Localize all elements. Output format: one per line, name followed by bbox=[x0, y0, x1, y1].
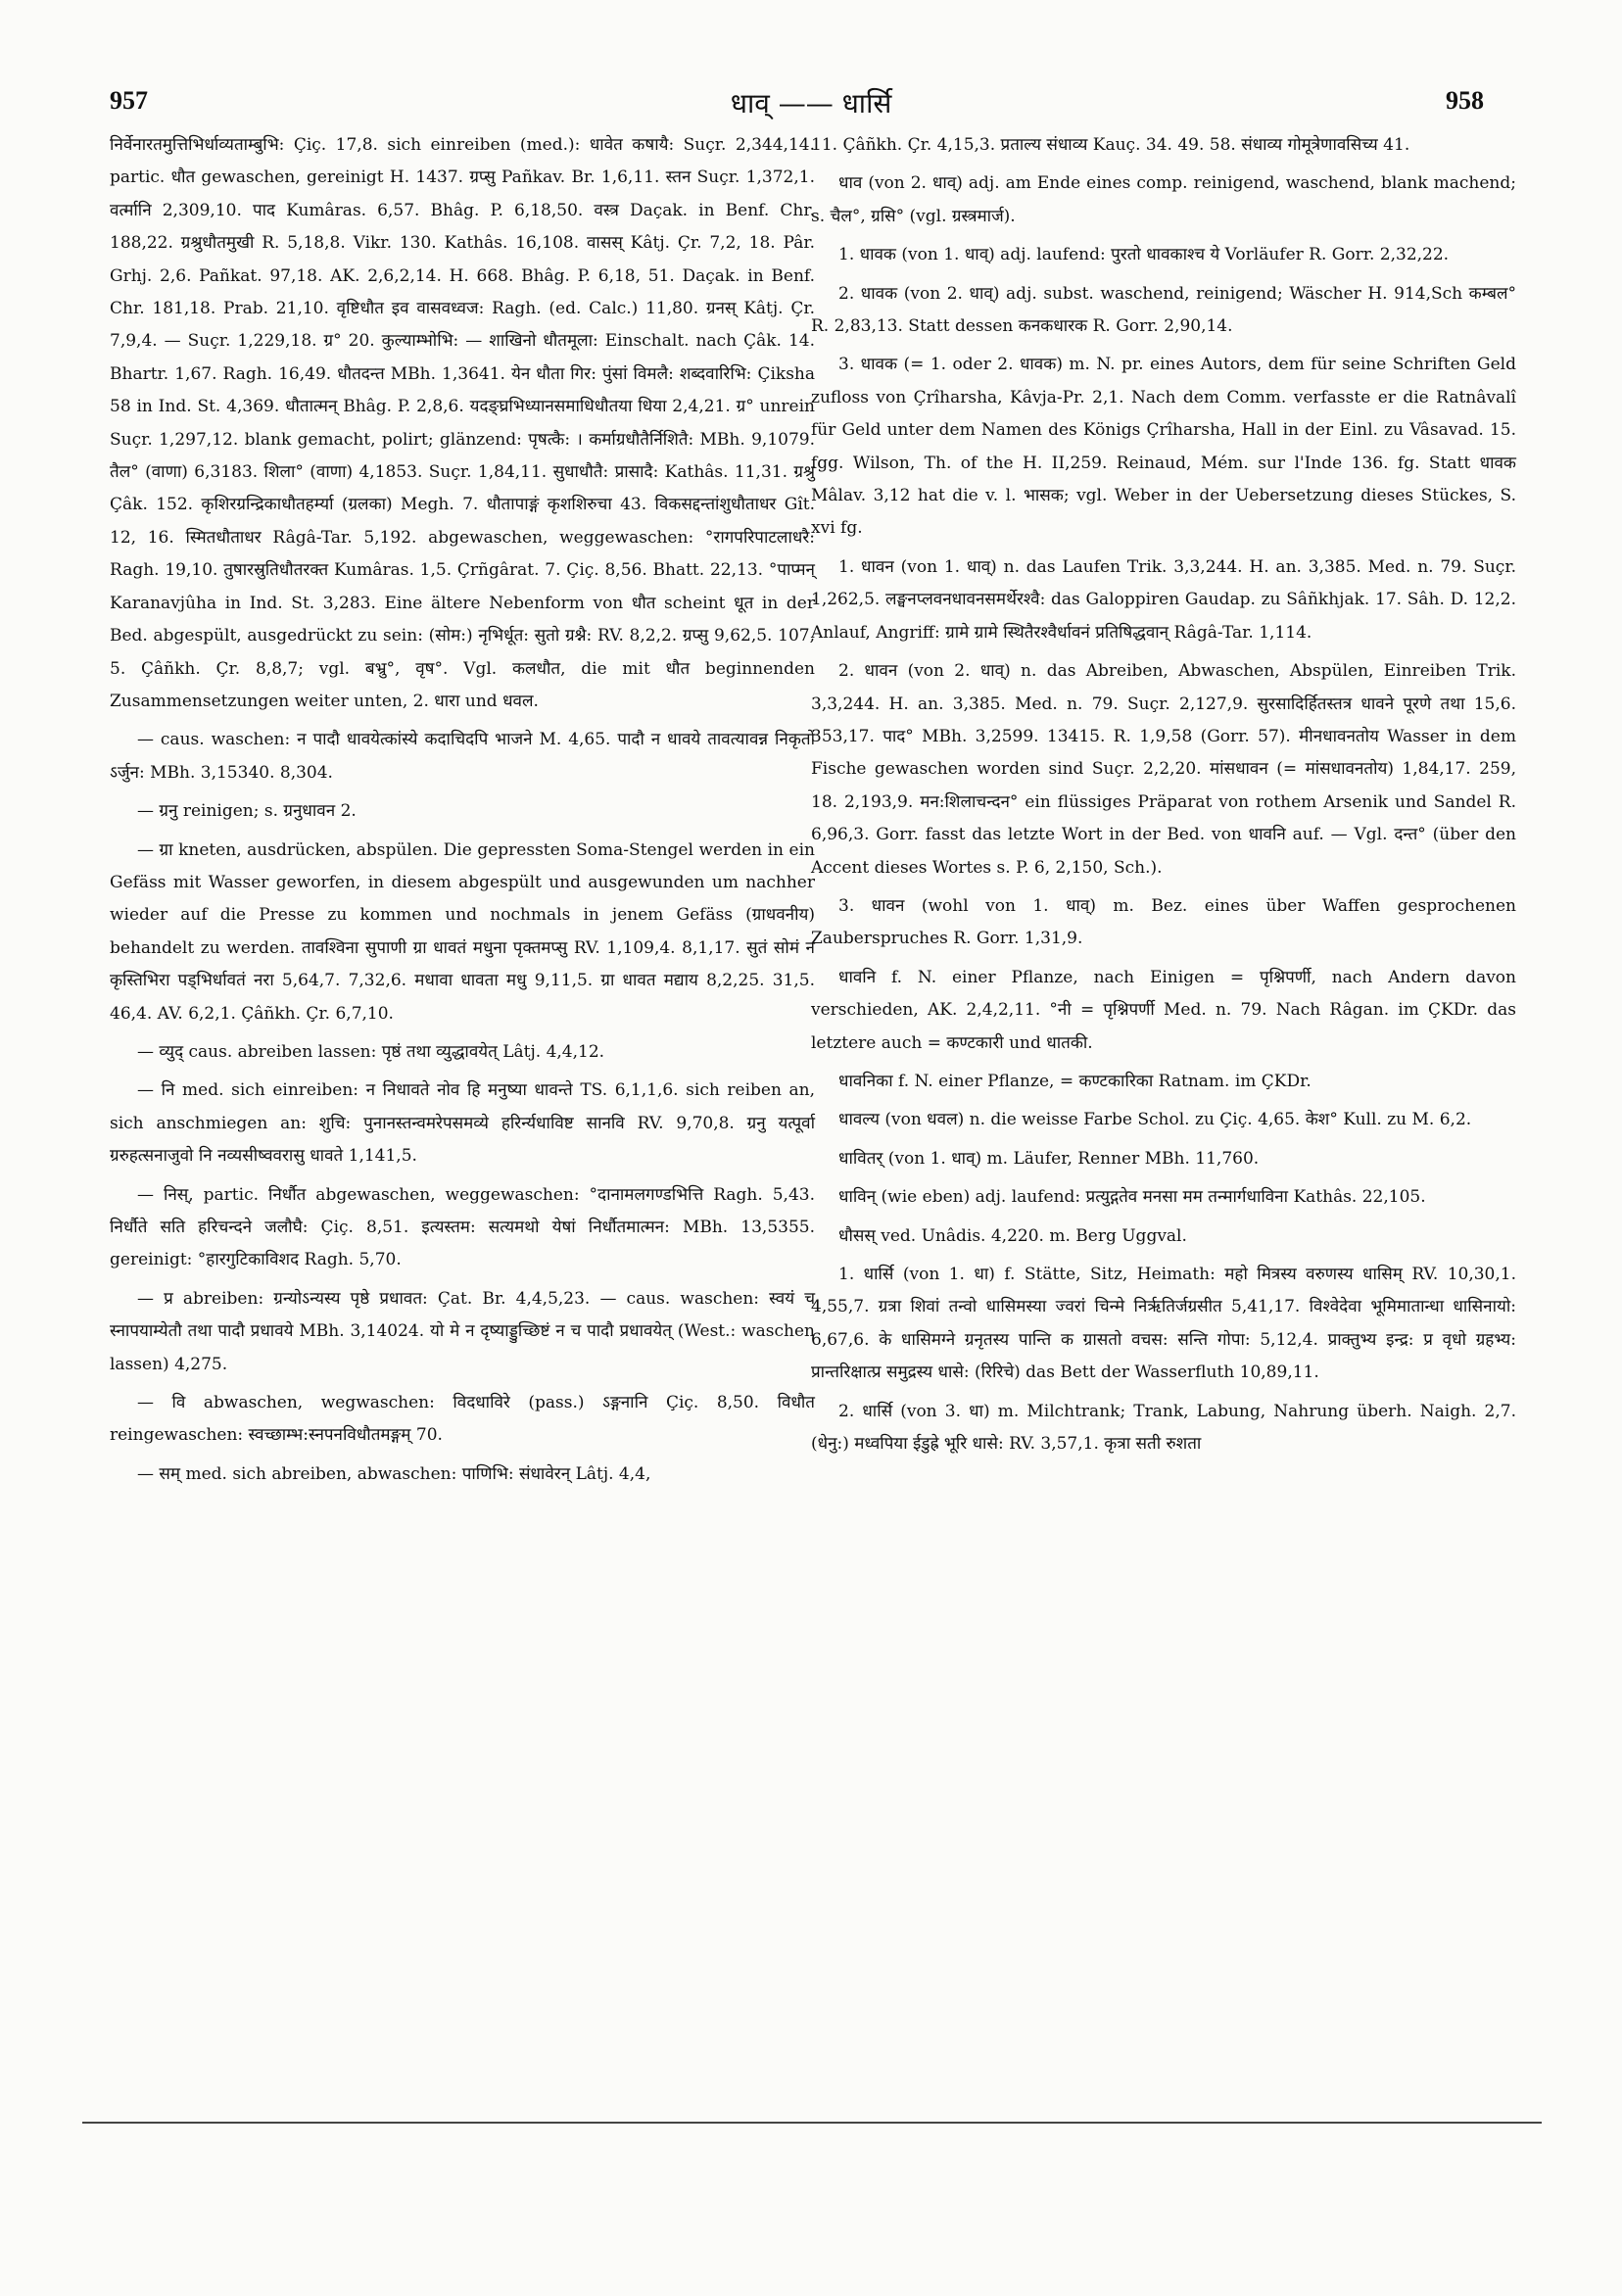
dictionary-entry: — व्युद् caus. abreiben lassen: पृष्ठं तथा व्युद्धावयेत् Lâtj. 4,4,12. bbox=[137, 1041, 605, 1062]
dictionary-entry: 1. धार्सि (von 1. धा) f. Stätte, Sitz, Heimath: महो मित्रस्य वरुणस्य धासिम् RV. 10,30,1. 4,55,7. ग्रत्रा शिवां तन्वो धासिमस्या ज्वरां चिन्मे निर्ऋतिर्जग्रसीत 5,41,17. विश्वेदेवा भूमिमातान्धा धासिनायो: 6,67,6. के धासिमग्ने ग्रनृतस्य पान्ति क ग्रासतो वचस: सन्ति गोपा: 5,12,4. प्राक्तुभ्य इन्द्र: प्र वृधो ग्रहभ्य: प्रान्तरिक्षात्प्र समुद्रस्य धासे: (रिरिचे) das Bett der Wasserfluth 10,89,11. bbox=[811, 1265, 1516, 1383]
dictionary-entry: 2. धार्सि (von 3. धा) m. Milchtrank; Trank, Labung, Nahrung überh. Naigh. 2,7. (धेनु:) मध्वपिया ईडुह्रे भूरि धासे: RV. 3,57,1. कृत्रा सती रुशता bbox=[811, 1401, 1516, 1455]
page-number-left: 957 bbox=[110, 86, 148, 115]
dictionary-entry: निर्वेनारतमुत्तिभिर्धाव्यताम्बुभि: Çiç. 17,8. sich einreiben (med.): धावेत कषायै: Suçr. 2,344,14. partic. धौत gewaschen, gereinigt H. 1437. ग्रप्सु Pañkav. Br. 1,6,11. स्तन Suçr. 1,372,1. वर्त्मानि 2,309,10. पाद Kumâras. 6,57. Bhâg. P. 6,18,50. वस्त्र Daçak. in Benf. Chr. 188,22. ग्रश्रुधौतमुखी R. 5,18,8. Vikr. 130. Kathâs. 16,108. वासस् Kâtj. Çr. 7,2, 18. Pâr. Grhj. 2,6. Pañkat. 97,18. AK. 2,6,2,14. H. 668. Bhâg. P. 6,18, 51. Daçak. in Benf. Chr. 181,18. Prab. 21,10. वृष्टिधौत इव वासवध्वज: Ragh. (ed. Calc.) 11,80. ग्रनस् Kâtj. Çr. 7,9,4. — Suçr. 1,229,18. ग्र° 20. कुल्याम्भोभि: — शाखिनो धौतमूला: Einschalt. nach Çâk. 14. Bhartr. 1,67. Ragh. 16,49. धौतदन्त MBh. 1,3641. येन धौता गिर: पुंसां विमलै: शब्दवारिभि: Çiksha 58 in Ind. St. 4,369. धौतात्मन् Bhâg. P. 2,8,6. यदङ्घ्रभिध्यानसमाधिधौतया धिया 2,4,21. ग्र° unrein Suçr. 1,297,12. blank gemacht, polirt; glänzend: पृषत्कै: । कर्माग्रधौतैर्निशितै: MBh. 9,1079. तैल° (वाणा) 6,3183. शिला° (वाणा) 4,1853. Suçr. 1,84,11. सुधाधौतै: प्रासादै: Kathâs. 11,31. ग्रश्रु Çâk. 152. कृशिरग्रन्द्रिकाधौतहर्म्या (ग्रलका) Megh. 7. धौतापाङ्गं कृशशिरुचा 43. विकसद्दन्तांशुधौताधर Gît. 12, 16. स्मितधौताधर Râgâ-Tar. 5,192. abgewaschen, weggewaschen: °रागपरिपाटलाधरै: Ragh. 19,10. तुषारस्रुतिधौतरक्त Kumâras. 1,5. Çrñgârat. 7. Çiç. 8,56. Bhatt. 22,13. °पाप्मन् Karanavjûha in Ind. St. 3,283. Eine ältere Nebenform von धौत scheint धूत in der Bed. abgespült, ausgedrückt zu sein: (सोम:) नृभिर्धूत: सुतो ग्रश्नै: RV. 8,2,2. ग्रप्सु 9,62,5. 107, 5. Çâñkh. Çr. 8,8,7; vgl. बभ्रु°, वृष°. Vgl. कलधौत, die mit धौत beginnenden Zusammensetzungen weiter unten, 2. धारा und धवल. bbox=[110, 135, 815, 711]
dictionary-entry: धाव (von 2. धाव्) adj. am Ende eines comp. reinigend, waschend, blank machend; s. चैल°, ग्रसि° (vgl. ग्रस्त्रमार्ज). bbox=[811, 173, 1516, 226]
dictionary-entry: धावल्य (von धवल) n. die weisse Farbe Schol. zu Çiç. 4,65. केश° Kull. zu M. 6,2. bbox=[838, 1110, 1472, 1130]
dictionary-entry: 3. धावक (= 1. oder 2. धावक) m. N. pr. eines Autors, dem für seine Schriften Geld zufloss von Çrîharsha, Kâvja-Pr. 2,1. Nach dem Comm. verfasste er die Ratnâvalî für Geld unter dem Namen des Königs Çrîharsha, Hall in der Einl. zu Vâsavad. 15. fgg. Wilson, Th. of the H. II,259. Reinaud, Mém. sur l'Inde 136. fg. Statt धावक Mâlav. 3,12 hat die v. l. भासक; vgl. Weber in der Uebersetzung dieses Stückes, S. xvi fg. bbox=[811, 355, 1516, 539]
dictionary-entry: 1. धावक (von 1. धाव्) adj. laufend: पुरतो धावकाश्च ये Vorläufer R. Gorr. 2,32,22. bbox=[838, 245, 1450, 265]
dictionary-entry: — वि abwaschen, wegwaschen: विदधाविरे (pass.) ऽङ्गनानि Çiç. 8,50. विधौत reingewaschen: स्वच्छाम्भ:स्नपनविधौतमङ्गम् 70. bbox=[110, 1393, 815, 1446]
page-number-right: 958 bbox=[1446, 86, 1484, 115]
dictionary-entry: — सम् med. sich abreiben, abwaschen: पाणिभि: संधावेरन् Lâtj. 4,4, bbox=[137, 1463, 651, 1484]
dictionary-entry: — ग्रनु reinigen; s. ग्रनुधावन 2. bbox=[137, 801, 357, 822]
dictionary-entry: — प्र abreiben: ग्रन्योऽन्यस्य पृष्ठे प्रधावत: Çat. Br. 4,4,5,23. — caus. waschen: स्वयं च स्नापयाम्येतौ तथा पादौ प्रधावये MBh. 3,14024. यो मे न दृष्याड्डुच्छिष्टं न च पादौ प्रधावयेत् (West.: waschen lassen) 4,275. bbox=[110, 1288, 815, 1374]
dictionary-entry: धौसस् ved. Unâdis. 4,220. m. Berg Uggval. bbox=[838, 1225, 1187, 1246]
dictionary-entry: 2. धावन (von 2. धाव्) n. das Abreiben, Abwaschen, Abspülen, Einreiben Trik. 3,3,244. H. an. 3,385. Med. n. 79. Suçr. 2,127,9. सुरसादिर्हितस्तत्र धावने पूरणे तथा 15,6. 353,17. पाद° MBh. 3,2599. 13415. R. 1,9,58 (Gorr. 57). मीनधावनतोय Wasser in dem Fische gewaschen worden sind Suçr. 2,2,20. मांसधावन (= मांसधावनतोय) 1,84,17. 259, 18. 2,193,9. मन:शिलाचन्दन° ein flüssiges Präparat von rothem Arsenik und Sandel R. 6,96,3. Gorr. fasst das letzte Wort in der Bed. von धावनि auf. — Vgl. दन्त° (über den Accent dieses Wortes s. P. 6, 2,150, Sch.). bbox=[811, 661, 1516, 878]
dictionary-entry: — निस्, partic. निर्धौत abgewaschen, weggewaschen: °दानामलगण्डभित्ति Ragh. 5,43. निर्धौते सति हरिचन्दने जलौघै: Çiç. 8,51. इत्यस्तम: सत्यमथो येषां निर्धौतमात्मन: MBh. 13,5355. gereinigt: °हारगुटिकाविशद Ragh. 5,70. bbox=[110, 1184, 815, 1270]
dictionary-entry: धावितर् (von 1. धाव्) m. Läufer, Renner MBh. 11,760. bbox=[838, 1148, 1260, 1169]
dictionary-entry: 1. धावन (von 1. धाव्) n. das Laufen Trik. 3,3,244. H. an. 3,385. Med. n. 79. Suçr. 1,262,5. लङ्घनप्लवनधावनसमर्थेरश्वै: das Galoppiren Gaudap. zu Sâñkhjak. 17. Sâh. D. 12,2. Anlauf, Angriff: ग्रामे ग्रामे स्थितैरश्वैर्धावनं प्रतिषिद्धवान् Râgâ-Tar. 1,114. bbox=[811, 556, 1516, 643]
dictionary-entry: धाविन् (wie eben) adj. laufend: प्रत्युद्गतेव मनसा मम तन्मार्गधाविना Kathâs. 22,105. bbox=[838, 1187, 1426, 1208]
running-head: धाव् —— धार्सि bbox=[730, 87, 892, 120]
right-column bbox=[811, 129, 1516, 1460]
dictionary-entry: — ग्रा kneten, ausdrücken, abspülen. Die gepressten Soma-Stengel werden in ein Gefäss mit Wasser geworfen, in diesem abgespült und ausgewunden um nachher wieder auf die Presse zu kommen und nochmals in jenem Gefäss (ग्राधवनीय) behandelt zu werden. तावश्विना सुपाणी ग्रा धावतं मधुना पृक्तमप्सु RV. 1,109,4. 8,1,17. सुतं सोमं न कृस्तिभिरा पड्भिर्धावतं नरा 5,64,7. 7,32,6. मधावा धावता मधु 9,11,5. ग्रा धावत मद्याय 8,2,25. 31,5. 46,4. AV. 6,2,1. Çâñkh. Çr. 6,7,10. bbox=[110, 839, 815, 1024]
dictionary-entry: 3. धावन (wohl von 1. धाव्) m. Bez. eines über Waffen gesprochenen Zauberspruches R. Gorr. 1,31,9. bbox=[811, 895, 1516, 949]
left-column bbox=[110, 129, 815, 1491]
dictionary-entry: 2. धावक (von 2. धाव्) adj. subst. waschend, reinigend; Wäscher H. 914,Sch कम्बल° R. 2,83,13. Statt dessen कनकधारक R. Gorr. 2,90,14. bbox=[811, 283, 1516, 337]
dictionary-entry: — नि med. sich einreiben: न निधावते नोव हि मनुष्या धावन्ते TS. 6,1,1,6. sich reiben an, sich anschmiegen an: शुचि: पुनानस्तन्वमरेपसमव्ये हरिर्न्यधाविष्ट सानवि RV. 9,70,8. ग्रनु यत्पूर्वा ग्ररुहत्सनाजुवो नि नव्यसीष्ववरासु धावते 1,141,5. bbox=[110, 1080, 815, 1167]
dictionary-entry: — caus. waschen: न पादौ धावयेत्कांस्ये कदाचिदपि भाजने M. 4,65. पादौ न धावये तावत्यावन्न निकृतो ऽर्जुन: MBh. 3,15340. 8,304. bbox=[110, 730, 815, 783]
dictionary-entry: धावनि f. N. einer Pflanze, nach Einigen = पृश्निपर्णी, nach Andern davon verschieden, AK. 2,4,2,11. °नी = पृश्निपर्णी Med. n. 79. Nach Râgan. im ÇKDr. das letztere auch = कण्टकारी und धातकी. bbox=[811, 967, 1516, 1053]
dictionary-entry: धावनिका f. N. einer Pflanze, = कण्टकारिका Ratnam. im ÇKDr. bbox=[838, 1071, 1312, 1091]
dictionary-entry: 11. Çâñkh. Çr. 4,15,3. प्रताल्य संधाव्य Kauç. 34. 49. 58. संधाव्य गोमूत्रेणावसिच्य 41. bbox=[811, 135, 1410, 155]
bottom-rule bbox=[82, 2122, 1542, 2124]
